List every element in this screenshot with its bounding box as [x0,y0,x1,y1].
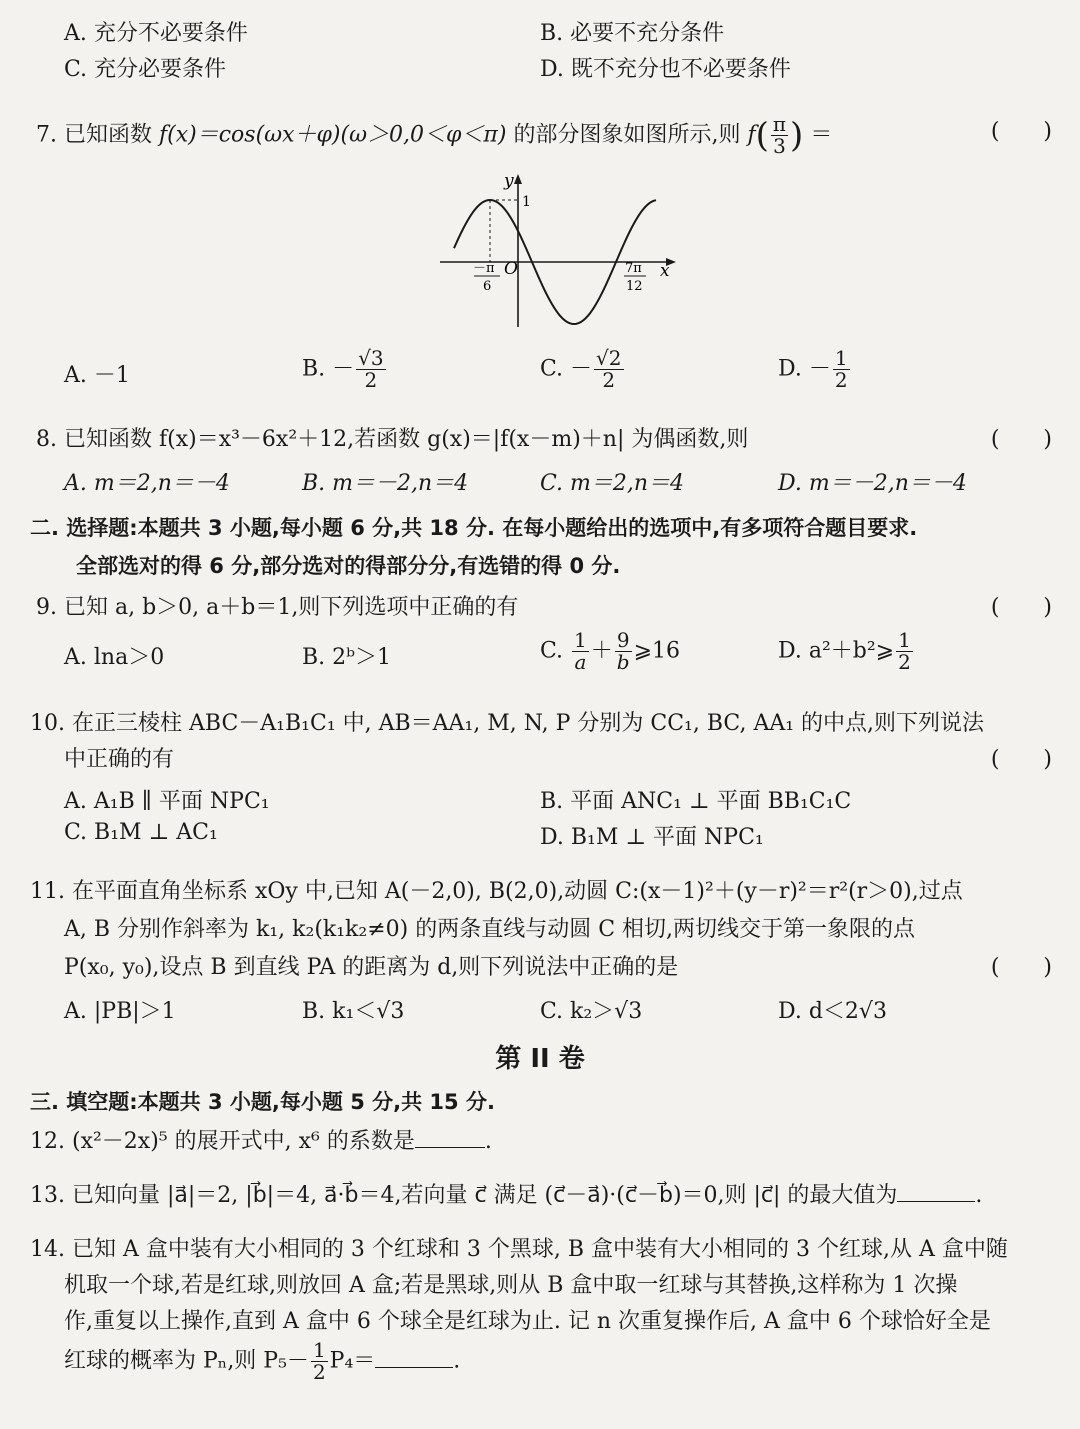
q6-option-a[interactable]: A. 充分不必要条件 [64,21,248,46]
q8-option-d[interactable]: D. m＝－2,n＝－4 [778,471,967,496]
q9-answer-paren[interactable]: ( ) [990,595,1052,620]
q11-stem-line1: 11. 在平面直角坐标系 xOy 中,已知 A(－2,0), B(2,0),动圆 C:(x－1)²＋(y－r)²＝r²(r＞0),过点 [30,879,963,904]
q10-answer-paren[interactable]: ( ) [990,747,1052,772]
q8-option-a[interactable]: A. m＝2,n＝－4 [64,471,230,496]
origin-label: O [504,259,518,279]
q7-ask-f: f [747,122,756,148]
q8-stem: 8. 已知函数 f(x)＝x³－6x²＋12,若函数 g(x)＝|f(x－m)＋n| 为偶函数,则 [36,427,749,452]
q7-ask-eq: ＝ [810,122,833,148]
q7-answer-paren[interactable]: ( ) [990,119,1052,144]
q14-stem-line2: 机取一个球,若是红球,则放回 A 盒;若是黑球,则从 B 盒中取一红球与其替换,这样称为 1 次操 [64,1273,958,1298]
q10-option-c[interactable]: C. B₁M ⊥ AC₁ [64,820,218,845]
section2-heading-line2: 全部选对的得 6 分,部分选对的得部分分,有选错的得 0 分. [76,554,621,578]
q9-option-d[interactable]: D. a²＋b²⩾ $\frac{1}{2}$ [778,628,911,674]
q7-number: 7. [36,122,57,148]
y-axis-arrow-icon [514,174,522,184]
q10-stem-line1: 10. 在正三棱柱 ABC－A₁B₁C₁ 中, AB＝AA₁, M, N, P 分别为 CC₁, BC, AA₁ 的中点,则下列说法 [30,711,985,736]
q7-option-a[interactable]: A. －1 [64,363,130,388]
q10-option-b[interactable]: B. 平面 ANC₁ ⊥ 平面 BB₁C₁C [540,789,852,814]
section2-heading: 二. 选择题:本题共 3 小题,每小题 6 分,共 18 分. 在每小题给出的选项中,有多项符合题目要求. [30,516,918,540]
q10-option-d[interactable]: D. B₁M ⊥ 平面 NPC₁ [540,825,764,850]
q12-stem: 12. (x²－2x)⁵ 的展开式中, x⁶ 的系数是 . [30,1129,492,1154]
q14-stem-line3: 作,重复以上操作,直到 A 盒中 6 个球全是红球为止. 记 n 次重复操作后, A 盒中 6 个球恰好全是 [64,1309,991,1334]
q6-option-b[interactable]: B. 必要不充分条件 [540,21,725,46]
q7-cosine-graph [430,162,690,332]
right-tick-den: 12 [626,279,643,294]
q7-function: f(x)＝cos(ωx＋φ)(ω＞0,0＜φ＜π) [159,122,507,148]
q11-stem-line3: P(x₀, y₀),设点 B 到直线 PA 的距离为 d,则下列说法中正确的是 [64,955,679,980]
section3-heading: 三. 填空题:本题共 3 小题,每小题 5 分,共 15 分. [30,1090,495,1114]
q11-option-c[interactable]: C. k₂＞√3 [540,999,643,1024]
q7-stem: 7. 已知函数 f(x)＝cos(ωx＋φ)(ω＞0,0＜φ＜π) 的部分图象如图所示,则 f( $\frac{\pi}{3}$ ) ＝ [36,112,833,158]
q13-stem: 13. 已知向量 |a⃗|＝2, |b⃗|＝4, a⃗·b⃗＝4,若向量 c⃗ 满足 (c⃗－a⃗)·(c⃗－b⃗)＝0,则 |c⃗| 的最大值为 . [30,1183,983,1208]
q11-answer-paren[interactable]: ( ) [990,955,1052,980]
left-tick-den: 6 [483,279,492,294]
q7-text-post: 的部分图象如图所示,则 [513,122,741,148]
q13-answer-blank[interactable] [897,1183,975,1202]
q6-option-d[interactable]: D. 既不充分也不必要条件 [540,57,791,82]
q14-stem-line1: 14. 已知 A 盒中装有大小相同的 3 个红球和 3 个黑球, B 盒中装有大小相同的 3 个红球,从 A 盒中随 [30,1237,1008,1262]
x-axis-label: x [660,261,670,281]
q11-stem-line2: A, B 分别作斜率为 k₁, k₂(k₁k₂≠0) 的两条直线与动圆 C 相切,两切线交于第一象限的点 [64,917,916,942]
q7-text-pre: 已知函数 [64,122,153,148]
q11-option-a[interactable]: A. |PB|＞1 [64,999,176,1024]
q8-option-b[interactable]: B. m＝－2,n＝4 [302,471,469,496]
left-tick-num: －π [473,261,495,276]
q7-option-b[interactable]: B. － $\frac{√3}{2}$ [302,346,384,392]
q9-option-a[interactable]: A. lna＞0 [64,645,165,670]
q7-option-c[interactable]: C. － $\frac{√2}{2}$ [540,346,622,392]
q14-stem-line4: 红球的概率为 Pₙ,则 P₅－ $\frac{1}{2}$ P₄＝ . [64,1338,461,1384]
q10-option-a[interactable]: A. A₁B ∥ 平面 NPC₁ [64,789,270,814]
y-axis-label: y [504,171,514,191]
q11-option-b[interactable]: B. k₁＜√3 [302,999,405,1024]
q8-option-c[interactable]: C. m＝2,n＝4 [540,471,685,496]
one-label: 1 [522,194,531,210]
q9-stem: 9. 已知 a, b＞0, a＋b＝1,则下列选项中正确的有 [36,595,519,620]
q6-option-c[interactable]: C. 充分必要条件 [64,57,227,82]
q7-ask-frac: $\frac{\pi}{3}$ [772,112,787,158]
q8-answer-paren[interactable]: ( ) [990,427,1052,452]
q14-answer-blank[interactable] [375,1349,453,1368]
q9-option-c[interactable]: C. $\frac{1}{a}$ ＋ $\frac{9}{b}$ ⩾16 [540,628,681,674]
q7-option-d[interactable]: D. － $\frac{1}{2}$ [778,346,848,392]
q10-stem-line2: 中正确的有 [64,747,175,772]
q12-answer-blank[interactable] [415,1129,485,1148]
q11-option-d[interactable]: D. d＜2√3 [778,999,887,1024]
q9-option-b[interactable]: B. 2ᵇ＞1 [302,645,391,670]
part2-title: 第 II 卷 [495,1044,585,1074]
right-tick-num: 7π [625,261,642,276]
